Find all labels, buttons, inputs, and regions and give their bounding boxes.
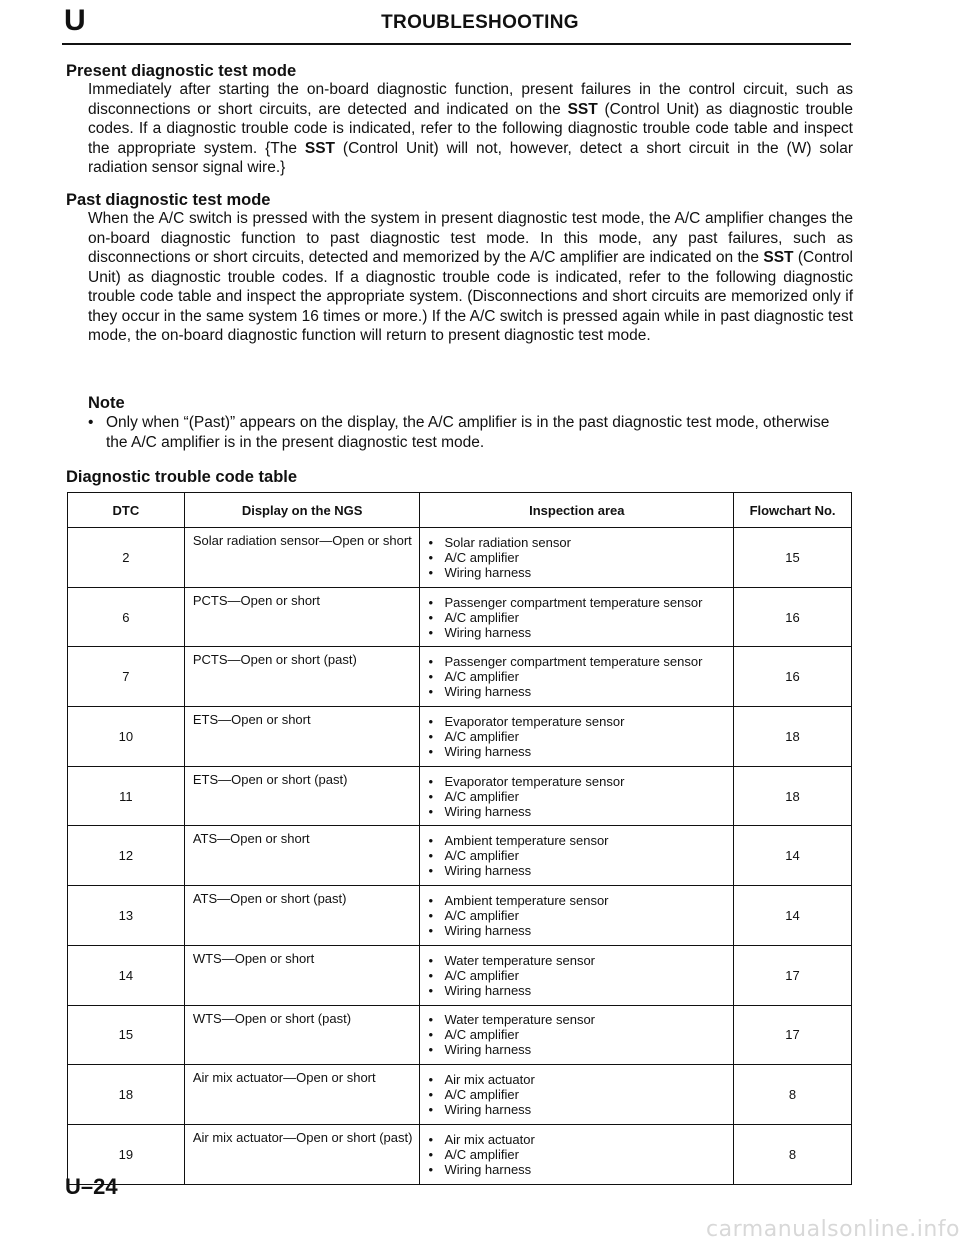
sst-term: SST [304, 139, 336, 157]
display-cell: Air mix actuator—Open or short [184, 1065, 420, 1125]
table-row [68, 528, 852, 588]
dtc-cell: 6 [68, 587, 185, 647]
sst-term: SST [567, 100, 598, 118]
dtc-cell: 13 [68, 886, 185, 946]
inspection-area-item: • Wiring harness [428, 684, 733, 699]
table-row [68, 1124, 852, 1184]
column-header-flowchart: Flowchart No. [734, 493, 852, 528]
display-cell: WTS—Open or short (past) [184, 1005, 420, 1065]
sst-term: SST [763, 249, 794, 266]
inspection-area-list [428, 1072, 733, 1117]
display-cell: ETS—Open or short (past) [184, 766, 420, 826]
inspection-area-cell [420, 1065, 734, 1125]
inspection-area-item: • Air mix actuator [428, 1132, 733, 1147]
inspection-area-item: • Air mix actuator [428, 1072, 733, 1087]
inspection-area-item: • A/C amplifier [428, 848, 733, 863]
flowchart-cell: 16 [734, 647, 852, 707]
inspection-area-list [428, 893, 733, 938]
note-item [88, 413, 853, 452]
inspection-area-item: • Water temperature sensor [428, 1012, 733, 1027]
inspection-area-item: • Passenger compartment temperature sensor [428, 654, 733, 669]
dtc-table [67, 492, 852, 1185]
inspection-area-item: • A/C amplifier [428, 789, 733, 804]
inspection-area-item: • Wiring harness [428, 565, 733, 580]
inspection-area-cell [420, 826, 734, 886]
dtc-cell: 14 [68, 945, 185, 1005]
header-divider [62, 43, 851, 45]
flowchart-cell: 18 [734, 766, 852, 826]
dtc-cell: 7 [68, 647, 185, 707]
inspection-area-item: • Evaporator temperature sensor [428, 774, 733, 789]
past-text-2: (Control Unit) as diagnostic trouble codes. If a diagnostic trouble code is indicated, refer to the following diagnostic trouble code table and inspect the appropriate system. (Disconnections and short circuits are memorized only if they occur in the same system 16 times or more.) If the A/C switch is pressed again while in past diagnostic test mode, the on-board diagnostic function will return to present diagnostic test mode. [88, 249, 854, 344]
inspection-area-item: • Passenger compartment temperature sensor [428, 595, 733, 610]
display-cell: Air mix actuator—Open or short (past) [184, 1124, 420, 1184]
note-heading: Note [88, 394, 125, 412]
inspection-area-item: • A/C amplifier [428, 550, 733, 565]
inspection-area-cell [420, 647, 734, 707]
table-row [68, 707, 852, 767]
table-row [68, 587, 852, 647]
dtc-cell: 2 [68, 528, 185, 588]
display-cell: ATS—Open or short [184, 826, 420, 886]
inspection-area-item: • A/C amplifier [428, 968, 733, 983]
inspection-area-list [428, 535, 733, 580]
inspection-area-list [428, 595, 733, 640]
inspection-area-item: • A/C amplifier [428, 610, 733, 625]
inspection-area-item: • Wiring harness [428, 1162, 733, 1177]
section-letter: U [64, 4, 86, 37]
page-number: U–24 [65, 1174, 118, 1199]
table-heading: Diagnostic trouble code table [66, 468, 298, 486]
column-header-inspection-area: Inspection area [420, 493, 734, 528]
column-header-display: Display on the NGS [184, 493, 420, 528]
table-row [68, 826, 852, 886]
flowchart-cell: 17 [734, 945, 852, 1005]
inspection-area-item: • Water temperature sensor [428, 953, 733, 968]
inspection-area-cell [420, 766, 734, 826]
inspection-area-item: • Wiring harness [428, 804, 733, 819]
inspection-area-item: • Evaporator temperature sensor [428, 714, 733, 729]
flowchart-cell: 16 [734, 587, 852, 647]
present-text-3: (Control Unit) will not, however, detect a short circuit in the (W) solar radiation sensor signal wire.} [88, 139, 854, 176]
flowchart-cell: 17 [734, 1005, 852, 1065]
inspection-area-cell [420, 528, 734, 588]
table-row [68, 945, 852, 1005]
table-row [68, 886, 852, 946]
flowchart-cell: 8 [734, 1065, 852, 1125]
inspection-area-cell [420, 1124, 734, 1184]
dtc-cell: 15 [68, 1005, 185, 1065]
dtc-cell: 11 [68, 766, 185, 826]
flowchart-cell: 8 [734, 1124, 852, 1184]
column-header-dtc: DTC [68, 493, 185, 528]
inspection-area-item: • A/C amplifier [428, 908, 733, 923]
dtc-cell: 19 [68, 1124, 185, 1184]
table-row [68, 1065, 852, 1125]
inspection-area-list [428, 654, 733, 699]
inspection-area-cell [420, 707, 734, 767]
dtc-cell: 18 [68, 1065, 185, 1125]
watermark: carmanualsonline.info [706, 1217, 960, 1242]
inspection-area-cell [420, 1005, 734, 1065]
table-row [68, 766, 852, 826]
flowchart-cell: 18 [734, 707, 852, 767]
inspection-area-cell [420, 587, 734, 647]
inspection-area-list [428, 774, 733, 819]
past-mode-heading: Past diagnostic test mode [66, 191, 271, 209]
inspection-area-item: • Solar radiation sensor [428, 535, 733, 550]
inspection-area-item: • Wiring harness [428, 1042, 733, 1057]
flowchart-cell: 14 [734, 826, 852, 886]
display-cell: ETS—Open or short [184, 707, 420, 767]
inspection-area-item: • Wiring harness [428, 923, 733, 938]
dtc-cell: 12 [68, 826, 185, 886]
note-text: Only when “(Past)” appears on the display, the A/C amplifier is in the past diagnostic test mode, otherwise the A/C amplifier is in the present diagnostic test mode. [106, 414, 830, 451]
present-mode-heading: Present diagnostic test mode [66, 62, 297, 80]
present-mode-paragraph [88, 80, 853, 178]
inspection-area-list [428, 1012, 733, 1057]
flowchart-cell: 14 [734, 886, 852, 946]
display-cell: ATS—Open or short (past) [184, 886, 420, 946]
table-body [68, 528, 852, 1185]
inspection-area-item: • Wiring harness [428, 625, 733, 640]
bullet-icon: • [88, 414, 94, 431]
display-cell: Solar radiation sensor—Open or short [184, 528, 420, 588]
past-text-1: When the A/C switch is pressed with the system in present diagnostic test mode, the A/C amplifier changes the on-board diagnostic function to past diagnostic test mode. In this mode, any past failures, such as disconnections or short circuits, detected and memorized by the A/C amplifier are indicated on the [88, 210, 853, 266]
display-cell: WTS—Open or short [184, 945, 420, 1005]
flowchart-cell: 15 [734, 528, 852, 588]
inspection-area-cell [420, 945, 734, 1005]
dtc-cell: 10 [68, 707, 185, 767]
inspection-area-item: • A/C amplifier [428, 1087, 733, 1102]
inspection-area-item: • Wiring harness [428, 744, 733, 759]
inspection-area-item: • A/C amplifier [428, 1027, 733, 1042]
present-text-1: Immediately after starting the on-board diagnostic function, present failures in the control circuit, such as disconnections or short circuits, are detected and indicated on the [88, 81, 853, 118]
table-header-row [68, 493, 852, 528]
past-mode-paragraph [88, 209, 853, 346]
inspection-area-list [428, 833, 733, 878]
display-cell: PCTS—Open or short (past) [184, 647, 420, 707]
inspection-area-item: • A/C amplifier [428, 669, 733, 684]
display-cell: PCTS—Open or short [184, 587, 420, 647]
inspection-area-item: • Wiring harness [428, 983, 733, 998]
present-text-2: (Control Unit) as diagnostic trouble codes. If a diagnostic trouble code is indicated, refer to the following diagnostic trouble code table and inspect the appropriate system. {The [88, 100, 853, 157]
inspection-area-item: • Wiring harness [428, 1102, 733, 1117]
inspection-area-list [428, 953, 733, 998]
page-title: TROUBLESHOOTING [381, 12, 579, 33]
inspection-area-list [428, 1132, 733, 1177]
inspection-area-item: • Ambient temperature sensor [428, 893, 733, 908]
inspection-area-item: • A/C amplifier [428, 729, 733, 744]
inspection-area-item: • Wiring harness [428, 863, 733, 878]
table-row [68, 647, 852, 707]
inspection-area-item: • Ambient temperature sensor [428, 833, 733, 848]
table-row [68, 1005, 852, 1065]
inspection-area-cell [420, 886, 734, 946]
inspection-area-item: • A/C amplifier [428, 1147, 733, 1162]
inspection-area-list [428, 714, 733, 759]
